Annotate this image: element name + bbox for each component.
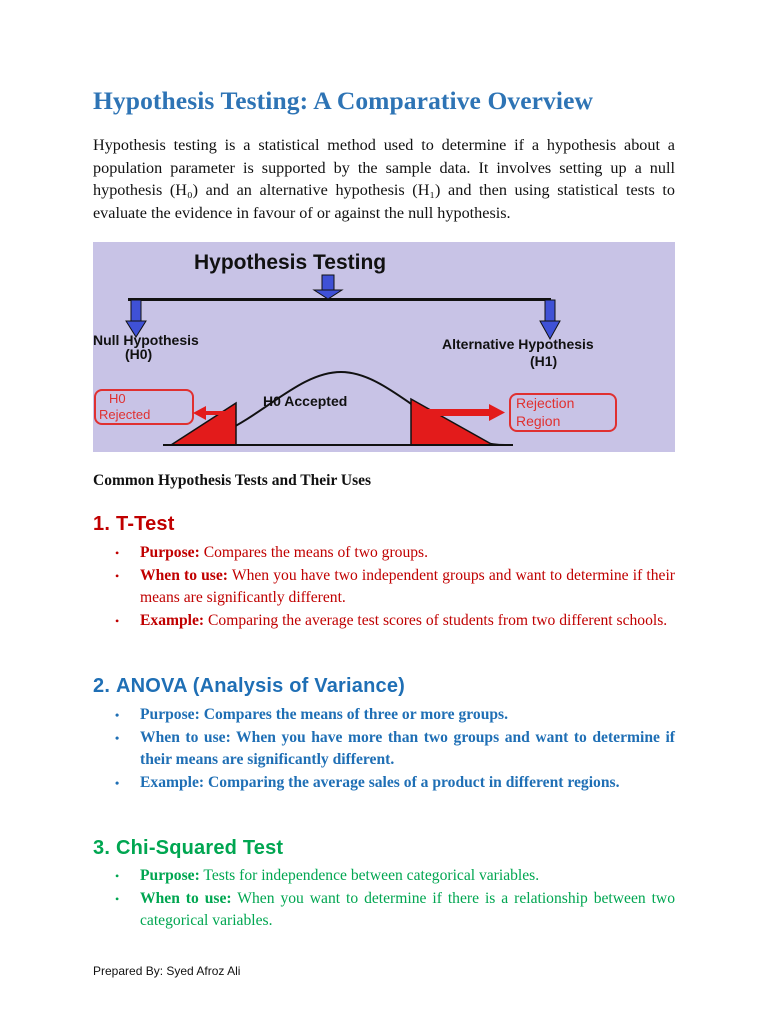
tests-subheading: Common Hypothesis Tests and Their Uses [93, 472, 372, 489]
section-title: Chi-Squared Test [116, 837, 284, 859]
diagram-canvas [93, 242, 675, 452]
h0-rejected-line2: Rejected [99, 407, 151, 422]
section-heading-t-test [93, 513, 673, 536]
section-title: ANOVA (Analysis of Variance) [116, 675, 406, 697]
item-text: Compares the means of two groups. [203, 544, 429, 561]
item-label: Purpose: [140, 867, 200, 884]
rejection-region-line2: Region [516, 413, 561, 429]
section-number: 2. [93, 675, 111, 697]
section-heading-anova [93, 675, 673, 698]
list-item: • When to use: When you have two independent groups and want to determine if their means are significantly different. [115, 566, 675, 606]
item-label: When to use: [140, 566, 228, 584]
right-rejection-tail [411, 399, 493, 445]
item-label: Example: [140, 773, 205, 791]
section-number: 1. [93, 513, 111, 535]
intro-paragraph: Hypothesis testing is a statistical method used to determine if a hypothesis about a population parameter is supported by the sample data. It involves setting up a null hypothesis (H₀) and an alternative hypothesis (H₁) and then using statistical tests to evaluate the evidence in favour of or against the null hypothesis. [93, 136, 675, 223]
item-label: When to use: [140, 889, 232, 907]
anova-list [115, 704, 675, 794]
footer-credit: Prepared By: Syed Afroz Ali [93, 964, 241, 978]
diagram-title: Hypothesis Testing [194, 251, 387, 274]
item-text: Comparing the average test scores of students from two different schools. [208, 611, 668, 629]
section-number: 3. [93, 837, 111, 859]
null-hypothesis-code: (H0) [125, 346, 153, 362]
item-label: Example: [140, 611, 205, 629]
item-text: Compares the means of three or more groups. [203, 706, 509, 723]
item-text: Tests for independence between categorical variables. [203, 867, 540, 884]
list-item: • Example: Comparing the average sales of a product in different regions. [115, 773, 620, 791]
list-item: • When to use: When you want to determine if there is a relationship between two categorical variables. [115, 889, 675, 929]
t-test-list [115, 542, 675, 632]
item-label: When to use: [140, 728, 231, 746]
chi-squared-list [115, 865, 675, 933]
h0-accepted-label: H0 Accepted [263, 393, 348, 409]
item-text: When you have more than two groups and want to determine if their means are significantly different. [140, 728, 675, 768]
list-item: • Purpose: Tests for independence between categorical variables. [115, 867, 540, 884]
right-down-arrow-icon [540, 300, 560, 339]
hypothesis-testing-diagram [93, 242, 675, 452]
alt-hypothesis-label: Alternative Hypothesis [442, 336, 594, 352]
section-heading-chi-squared [93, 837, 673, 860]
document-title: Hypothesis Testing: A Comparative Overview [93, 86, 594, 115]
h0-rejected-line1: H0 [109, 391, 126, 406]
alt-hypothesis-code: (H1) [530, 353, 558, 369]
list-item: • When to use: When you have more than two groups and want to determine if their means are significantly different. [115, 728, 675, 768]
center-down-arrow-icon [314, 275, 342, 299]
item-label: Purpose: [140, 544, 200, 561]
branch-line [128, 298, 551, 301]
rejection-region-line1: Rejection [516, 395, 575, 411]
list-item: • Purpose: Compares the means of three or more groups. [115, 706, 509, 723]
list-item: • Example: Comparing the average test scores of students from two different schools. [115, 611, 668, 629]
null-hypothesis-label: Null Hypothesis [93, 332, 199, 348]
item-text: Comparing the average sales of a product in different regions. [208, 773, 620, 791]
item-text: When you have two independent groups and want to determine if their means are significantly different. [140, 566, 675, 606]
item-label: Purpose: [140, 706, 200, 723]
item-text: When you want to determine if there is a relationship between two categorical variables. [140, 889, 675, 929]
section-title: T-Test [116, 513, 175, 535]
list-item: • Purpose: Compares the means of two groups. [115, 544, 429, 561]
